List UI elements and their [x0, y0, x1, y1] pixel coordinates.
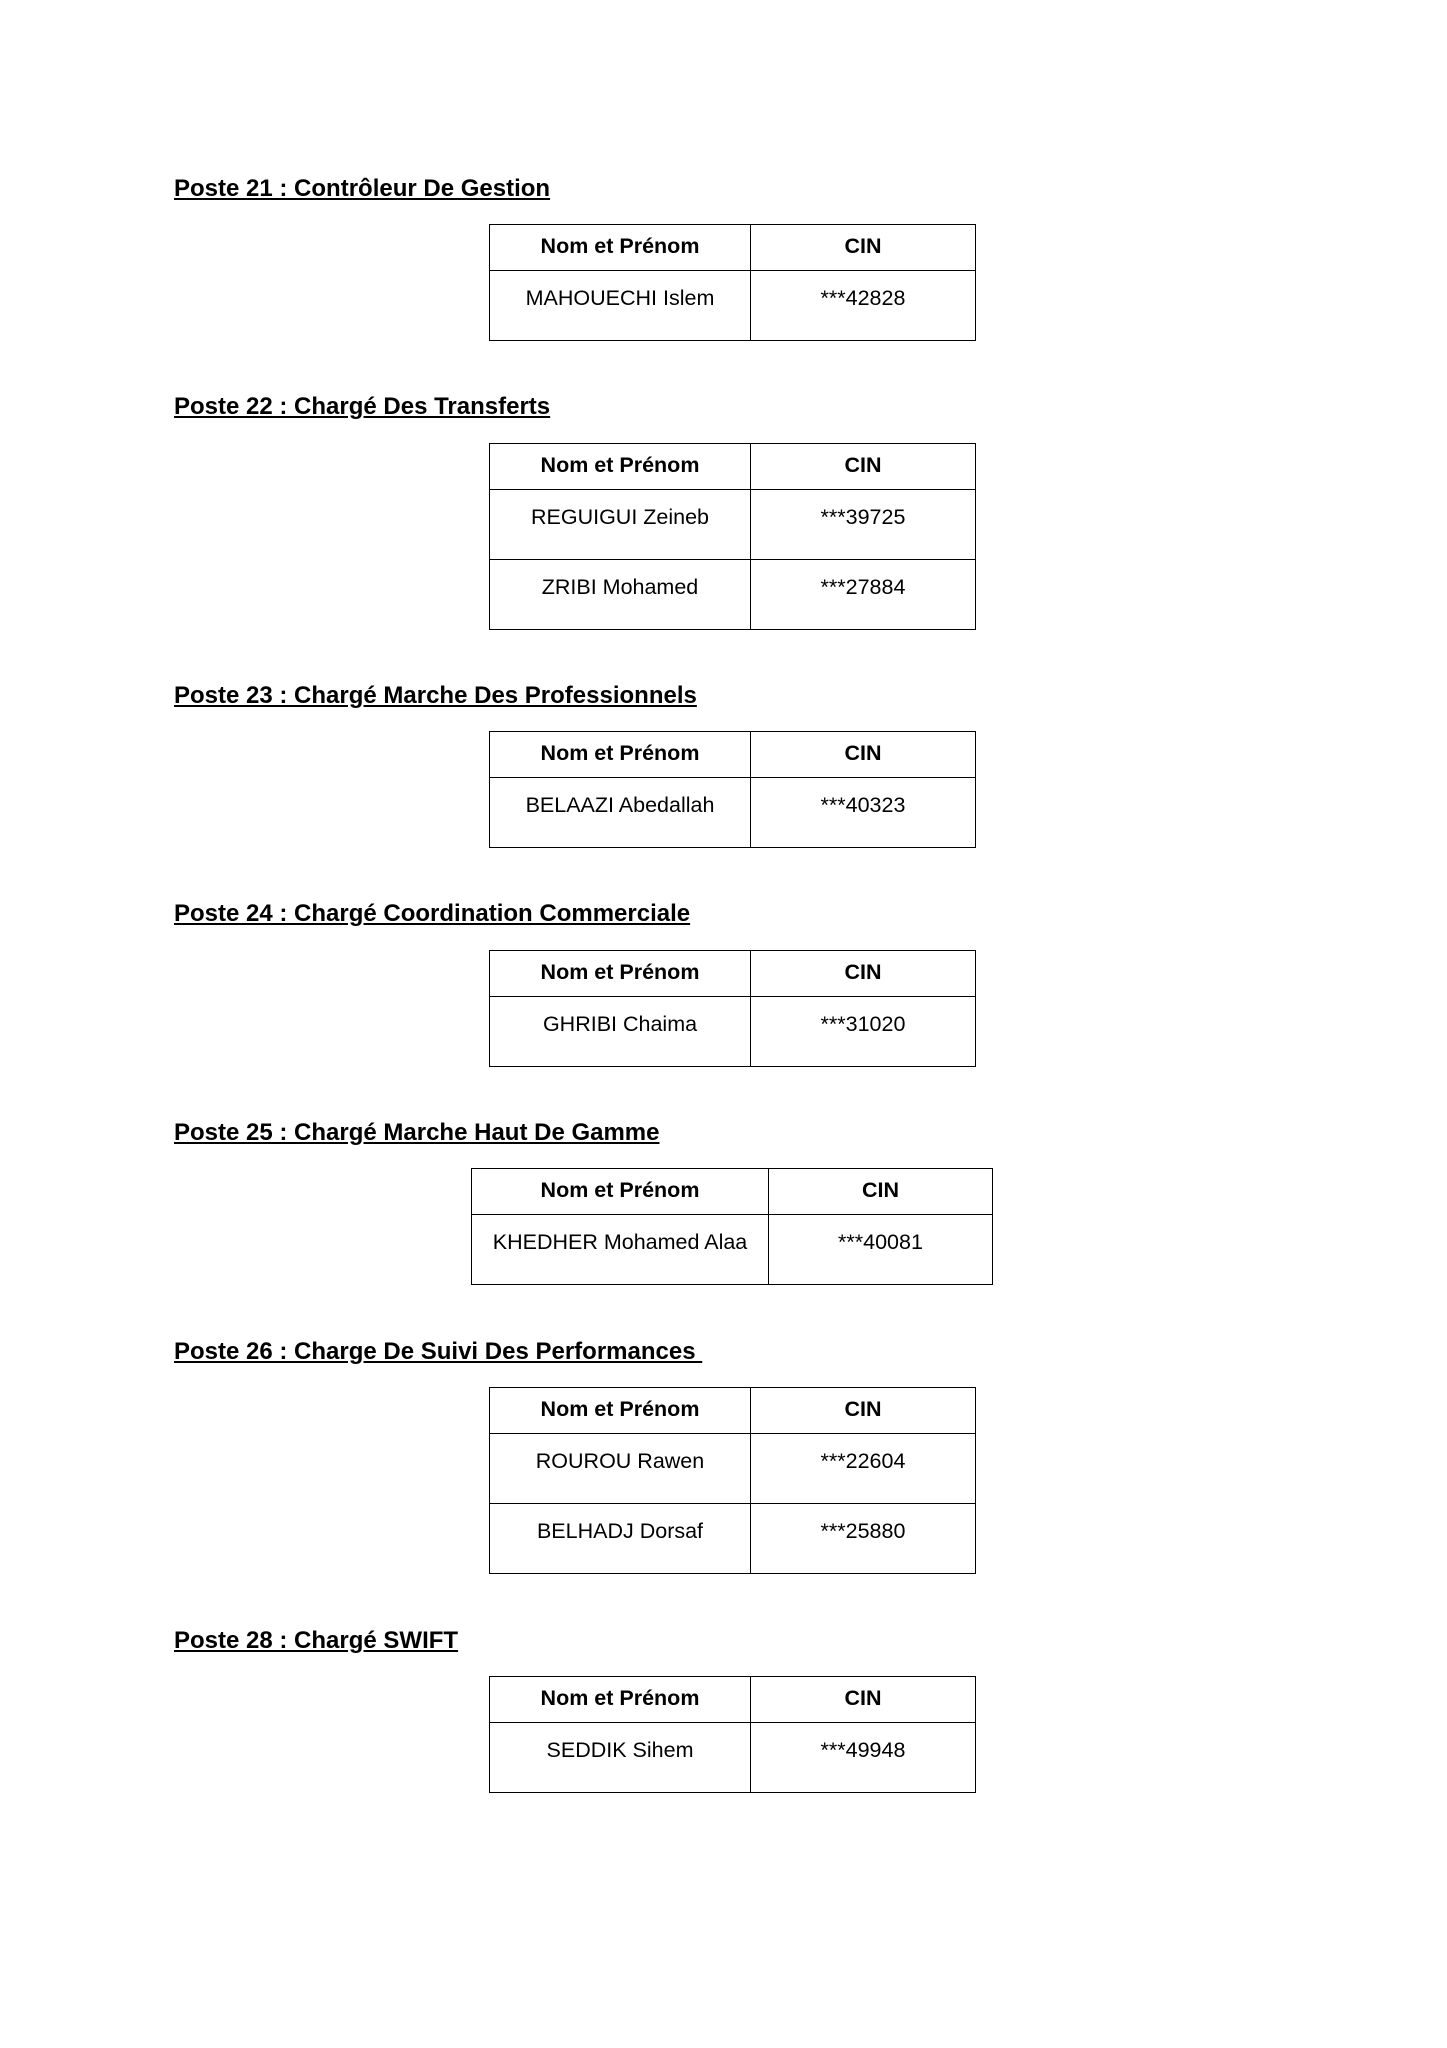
candidate-name: REGUIGUI Zeineb	[490, 490, 751, 560]
candidate-cin: ***39725	[751, 490, 976, 560]
candidate-name: ROUROU Rawen	[490, 1434, 751, 1504]
table-row	[490, 1434, 976, 1504]
candidates-table	[489, 731, 976, 848]
name-column-header: Nom et Prénom	[490, 1677, 751, 1723]
candidate-cin: ***25880	[751, 1504, 976, 1574]
section-title: Poste 22 : Chargé Des Transferts	[174, 393, 551, 420]
candidates-table	[489, 1387, 976, 1574]
section-title: Poste 25 : Chargé Marche Haut De Gamme	[174, 1119, 660, 1146]
candidate-name: BELAAZI Abedallah	[490, 778, 751, 848]
table-header-row	[490, 732, 976, 778]
candidate-name: BELHADJ Dorsaf	[490, 1504, 751, 1574]
candidate-cin: ***22604	[751, 1434, 976, 1504]
candidates-table	[489, 1676, 976, 1793]
candidates-table	[489, 443, 976, 630]
candidates-table	[471, 1168, 993, 1285]
table-row	[490, 778, 976, 848]
name-column-header: Nom et Prénom	[490, 225, 751, 271]
candidate-cin: ***42828	[751, 271, 976, 341]
name-column-header: Nom et Prénom	[472, 1169, 769, 1215]
candidate-name: ZRIBI Mohamed	[490, 560, 751, 630]
candidates-table	[489, 950, 976, 1067]
table-row	[490, 1723, 976, 1793]
table-header-row	[490, 1677, 976, 1723]
table-header-row	[490, 1388, 976, 1434]
name-column-header: Nom et Prénom	[490, 951, 751, 997]
section-title: Poste 28 : Chargé SWIFT	[174, 1627, 459, 1654]
section-title: Poste 21 : Contrôleur De Gestion	[174, 175, 551, 202]
cin-column-header: CIN	[751, 951, 976, 997]
cin-column-header: CIN	[769, 1169, 993, 1215]
candidate-name: SEDDIK Sihem	[490, 1723, 751, 1793]
table-header-row	[490, 444, 976, 490]
table-row	[490, 271, 976, 341]
candidate-cin: ***31020	[751, 997, 976, 1067]
table-row	[490, 1504, 976, 1574]
candidate-cin: ***40323	[751, 778, 976, 848]
candidate-cin: ***27884	[751, 560, 976, 630]
name-column-header: Nom et Prénom	[490, 1388, 751, 1434]
table-row	[490, 997, 976, 1067]
table-row	[472, 1215, 993, 1285]
table-header-row	[490, 951, 976, 997]
candidate-cin: ***40081	[769, 1215, 993, 1285]
candidate-name: GHRIBI Chaima	[490, 997, 751, 1067]
cin-column-header: CIN	[751, 732, 976, 778]
name-column-header: Nom et Prénom	[490, 444, 751, 490]
table-row	[490, 490, 976, 560]
section-title: Poste 26 : Charge De Suivi Des Performances	[174, 1338, 703, 1365]
section-title: Poste 24 : Chargé Coordination Commerciale	[174, 900, 691, 927]
section-title: Poste 23 : Chargé Marche Des Professionnels	[174, 682, 697, 709]
candidate-name: MAHOUECHI Islem	[490, 271, 751, 341]
table-header-row	[490, 225, 976, 271]
cin-column-header: CIN	[751, 444, 976, 490]
candidates-table	[489, 224, 976, 341]
name-column-header: Nom et Prénom	[490, 732, 751, 778]
candidate-name: KHEDHER Mohamed Alaa	[472, 1215, 769, 1285]
table-header-row	[472, 1169, 993, 1215]
cin-column-header: CIN	[751, 1677, 976, 1723]
cin-column-header: CIN	[751, 1388, 976, 1434]
candidate-cin: ***49948	[751, 1723, 976, 1793]
table-row	[490, 560, 976, 630]
cin-column-header: CIN	[751, 225, 976, 271]
